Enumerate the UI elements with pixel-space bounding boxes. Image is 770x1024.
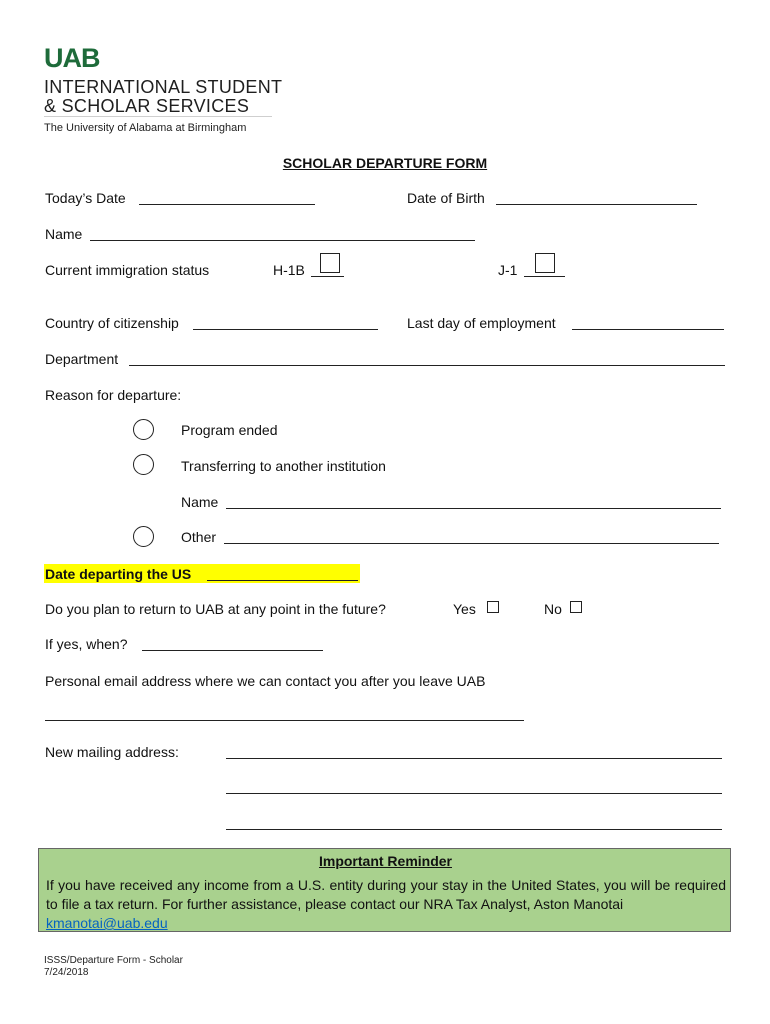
country-field[interactable] xyxy=(193,329,378,330)
no-label: No xyxy=(544,601,562,617)
institution-name-field[interactable] xyxy=(226,508,721,509)
name-field[interactable] xyxy=(90,240,475,241)
mailing-address-line-2[interactable] xyxy=(226,793,722,794)
other-radio[interactable] xyxy=(133,526,154,547)
country-label: Country of citizenship xyxy=(45,315,179,331)
last-day-label: Last day of employment xyxy=(407,315,556,331)
date-departing-field[interactable] xyxy=(207,580,358,581)
institution-name-label: Name xyxy=(181,494,219,510)
mailing-address-line-3[interactable] xyxy=(226,829,722,830)
name-label: Name xyxy=(45,226,83,242)
j1-checkbox[interactable] xyxy=(535,253,555,273)
mailing-address-label: New mailing address: xyxy=(45,744,179,760)
h1b-checkbox[interactable] xyxy=(320,253,340,273)
dob-label: Date of Birth xyxy=(407,190,485,206)
mailing-address-line-1[interactable] xyxy=(226,758,722,759)
no-checkbox[interactable] xyxy=(570,601,582,613)
reminder-text-block xyxy=(46,876,726,933)
footer-form-id: ISSS/Departure Form - Scholar xyxy=(44,955,183,966)
program-ended-label: Program ended xyxy=(181,422,278,438)
j1-label: J-1 xyxy=(498,262,518,278)
logo-line-1: INTERNATIONAL STUDENT xyxy=(44,77,283,97)
important-reminder-box xyxy=(38,848,731,932)
department-field[interactable] xyxy=(129,365,725,366)
email-label: Personal email address where we can contact you after you leave UAB xyxy=(45,673,486,689)
other-field[interactable] xyxy=(224,543,719,544)
j1-underline xyxy=(524,276,565,277)
if-yes-label: If yes, when? xyxy=(45,636,128,652)
logo-university-name: The University of Alabama at Birmingham xyxy=(44,122,247,134)
return-question-label: Do you plan to return to UAB at any point in the future? xyxy=(45,601,386,617)
h1b-underline xyxy=(311,276,344,277)
form-title: SCHOLAR DEPARTURE FORM xyxy=(282,155,488,171)
immigration-status-label: Current immigration status xyxy=(45,262,210,278)
logo-line-2: & SCHOLAR SERVICES xyxy=(44,96,250,116)
todays-date-label: Today’s Date xyxy=(45,190,126,206)
department-label: Department xyxy=(45,351,119,367)
todays-date-field[interactable] xyxy=(139,204,315,205)
email-field[interactable] xyxy=(45,720,524,721)
h1b-label: H-1B xyxy=(273,262,305,278)
logo-divider xyxy=(44,116,272,117)
reason-label: Reason for departure: xyxy=(45,387,182,403)
footer-date: 7/24/2018 xyxy=(44,967,89,978)
uab-logo-text: UAB xyxy=(44,45,100,69)
if-yes-field[interactable] xyxy=(142,650,323,651)
transferring-radio[interactable] xyxy=(133,454,154,475)
transferring-label: Transferring to another institution xyxy=(181,458,386,474)
dob-field[interactable] xyxy=(496,204,697,205)
yes-label: Yes xyxy=(453,601,476,617)
tax-analyst-email-link[interactable]: kmanotai@uab.edu xyxy=(46,915,168,931)
date-departing-label: Date departing the US xyxy=(45,566,192,582)
other-label: Other xyxy=(181,529,217,545)
uab-logo-icon xyxy=(44,45,116,69)
yes-checkbox[interactable] xyxy=(487,601,499,613)
program-ended-radio[interactable] xyxy=(133,419,154,440)
reminder-title: Important Reminder xyxy=(318,853,452,869)
last-day-field[interactable] xyxy=(572,329,724,330)
reminder-text: If you have received any income from a U.S. entity during your stay in the United States, you will be required to file a tax return. For further assistance, please contact our NRA Tax Analyst, Aston Manotai xyxy=(46,877,726,912)
